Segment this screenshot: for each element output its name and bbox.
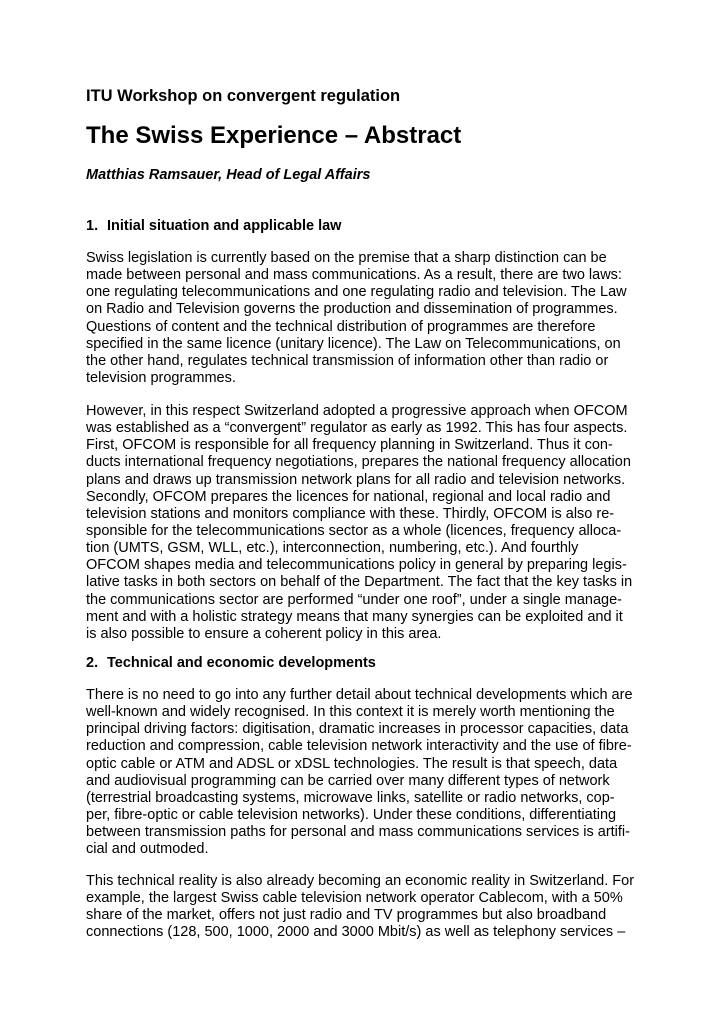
text-line: This technical reality is also already becoming an economic reality in Switzerland. For: [86, 873, 635, 889]
text-line: example, the largest Swiss cable television network operator Cablecom, with a 50%: [86, 890, 623, 907]
text-line: television stations and monitors compliance with these. Thirdly, OFCOM is also re-: [86, 505, 615, 522]
text-line: cial and outmoded.: [86, 841, 209, 858]
text-line: First, OFCOM is responsible for all frequency planning in Switzerland. Thus it con-: [86, 437, 613, 454]
text-line: connections (128, 500, 1000, 2000 and 3000 Mbit/s) as well as telephony services –: [86, 924, 626, 941]
text-line: per, fibre-optic or cable television networks). Under these conditions, differentiating: [86, 806, 617, 823]
document-title: The Swiss Experience – Abstract: [86, 122, 462, 149]
text-line: is also possible to ensure a coherent policy in this area.: [86, 625, 442, 642]
text-line: lative tasks in both sectors on behalf of the Department. The fact that the key tasks in: [86, 574, 633, 591]
text-line: Questions of content and the technical distribution of programmes are therefore: [86, 318, 596, 335]
text-line: ducts international frequency negotiations, prepares the national frequency allocation: [86, 454, 631, 471]
text-line: well-known and widely recognised. In this context it is merely worth mentioning the: [86, 704, 615, 721]
paragraph: [86, 873, 642, 942]
text-line: the communications sector are performed “under one roof”, under a single manage-: [86, 591, 622, 608]
paragraph: [86, 403, 642, 643]
section-heading-text: Technical and economic developments: [107, 655, 376, 671]
text-line: between transmission paths for personal and mass communications services is artifi-: [86, 824, 630, 841]
text-line: television programmes.: [86, 369, 236, 386]
text-line: was established as a “convergent” regulator as early as 1992. This has four aspects.: [86, 420, 628, 437]
text-line: the other hand, regulates technical transmission of information other than radio or: [86, 352, 609, 369]
text-line: OFCOM shapes media and telecommunications policy in general by preparing legis-: [86, 557, 627, 574]
text-line: Secondly, OFCOM prepares the licences for national, regional and local radio and: [86, 488, 611, 505]
paragraph: [86, 687, 642, 858]
section-1-heading: [86, 217, 341, 235]
section-number: 1.: [86, 218, 99, 234]
text-line: ment and with a holistic strategy means that many synergies can be exploited and it: [86, 608, 623, 625]
text-line: made between personal and mass communications. As a result, there are two laws:: [86, 267, 622, 284]
text-line: reduction and compression, cable television network interactivity and the use of fibre-: [86, 738, 632, 755]
text-line: principal driving factors: digitisation, dramatic increases in processor capacities, data: [86, 721, 629, 738]
text-line: (terrestrial broadcasting systems, microwave links, satellite or radio networks, cop-: [86, 789, 615, 806]
text-line: Swiss legislation is currently based on the premise that a sharp distinction can be: [86, 250, 607, 266]
text-line: However, in this respect Switzerland adopted a progressive approach when OFCOM: [86, 403, 628, 419]
section-number: 2.: [86, 655, 99, 671]
text-line: on Radio and Television governs the production and dissemination of programmes.: [86, 301, 618, 318]
author-line: Matthias Ramsauer, Head of Legal Affairs: [86, 167, 371, 183]
section-2-heading: [86, 654, 376, 672]
text-line: sponsible for the telecommunications sector as a whole (licences, frequency alloca-: [86, 522, 622, 539]
workshop-title: ITU Workshop on convergent regulation: [86, 87, 401, 105]
text-line: one regulating telecommunications and one regulating radio and television. The Law: [86, 284, 627, 301]
text-line: There is no need to go into any further detail about technical developments which are: [86, 687, 633, 703]
text-line: tion (UMTS, GSM, WLL, etc.), interconnection, numbering, etc.). And fourthly: [86, 540, 579, 557]
section-heading-text: Initial situation and applicable law: [107, 218, 342, 234]
text-line: specified in the same licence (unitary licence). The Law on Telecommunications, on: [86, 335, 621, 352]
text-line: optic cable or ATM and ADSL or xDSL technologies. The result is that speech, data: [86, 755, 618, 772]
paragraph: [86, 250, 642, 387]
text-line: share of the market, offers not just radio and TV programmes but also broadband: [86, 907, 607, 924]
text-line: plans and draws up transmission network plans for all radio and television networks.: [86, 471, 626, 488]
text-line: and audiovisual programming can be carried over many different types of network: [86, 772, 610, 789]
